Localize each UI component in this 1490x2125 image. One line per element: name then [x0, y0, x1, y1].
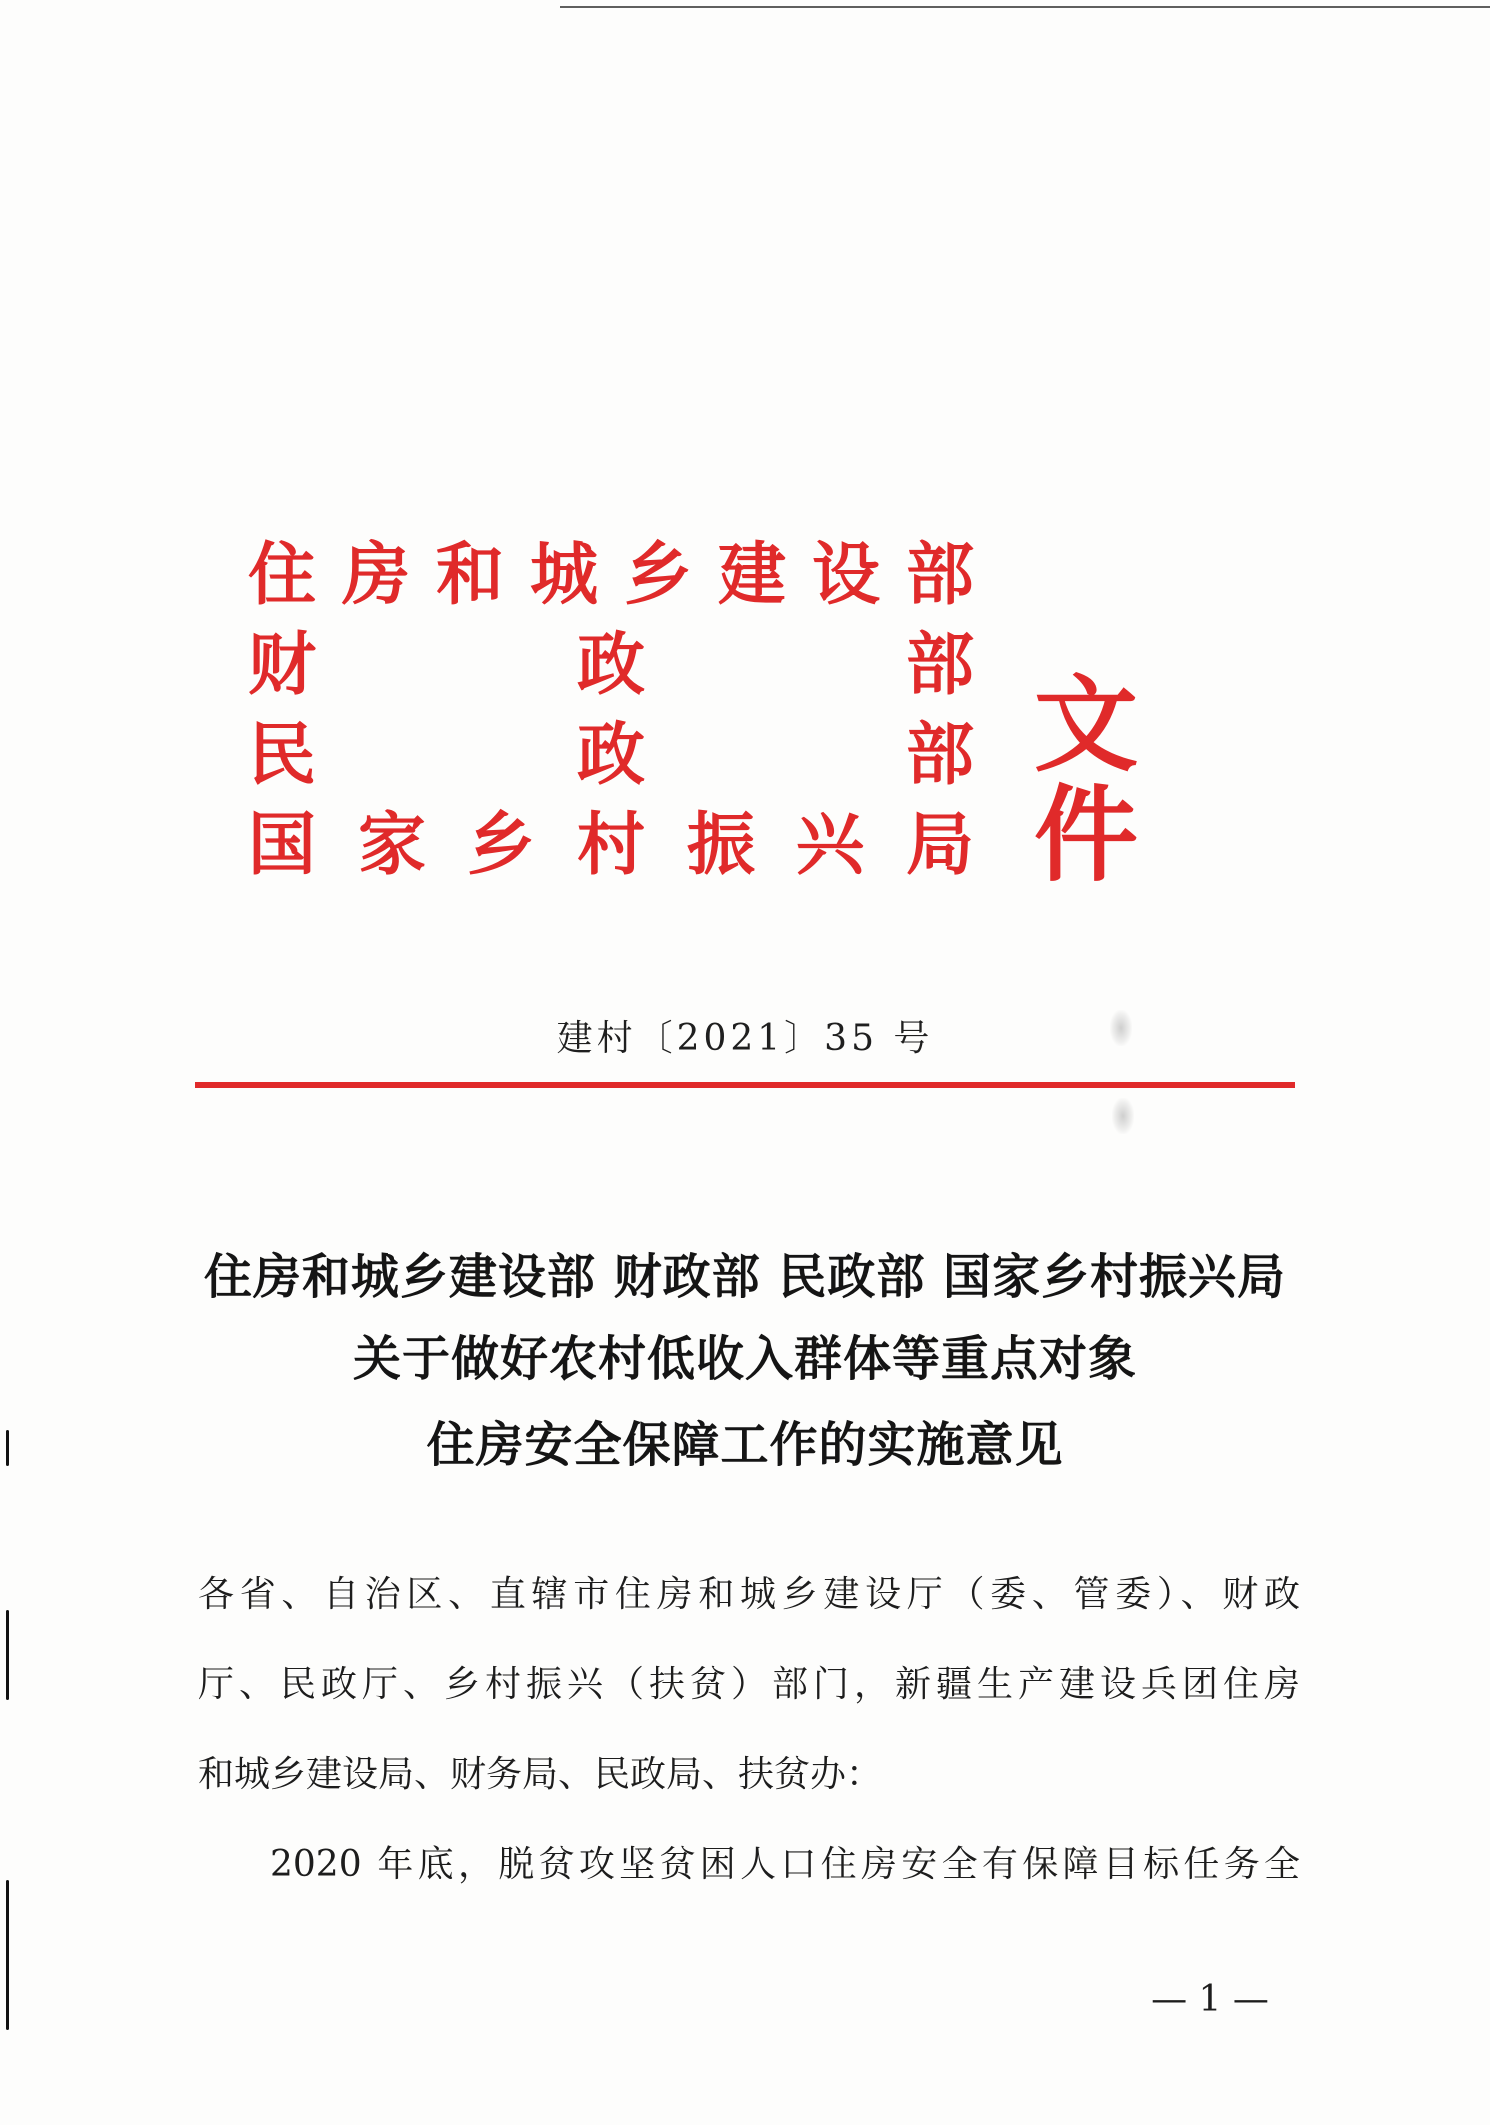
agency-char: 乡 [624, 535, 693, 615]
body-line: 厅、民政厅、乡村振兴（扶贫）部门，新疆生产建设兵团住房 [198, 1664, 1300, 1705]
title-line-1: 住房和城乡建设部 财政部 民政部 国家乡村振兴局 [203, 1249, 1287, 1305]
title-line-2: 关于做好农村低收入群体等重点对象 [352, 1331, 1137, 1387]
stamp-smudge [1112, 1098, 1134, 1134]
agency-char: 政 [577, 715, 646, 795]
agency-char: 设 [812, 535, 881, 615]
agency-row-nrra [248, 800, 998, 890]
agency-row-mohurd [248, 530, 998, 620]
agency-char: 房 [342, 535, 411, 615]
agency-row-mof [248, 620, 998, 710]
agency-char: 城 [530, 535, 599, 615]
document-number: 建村〔2021〕35 号 [556, 1018, 934, 1059]
document-type-label: 文件 [1034, 663, 1145, 896]
agency-char: 财 [248, 625, 317, 705]
agency-char: 村 [577, 805, 646, 885]
stamp-smudge [1110, 1010, 1132, 1046]
agency-char: 部 [906, 535, 975, 615]
issuing-agencies-header [248, 530, 1248, 910]
agency-char: 国 [248, 805, 317, 885]
scan-edge-top [560, 6, 1490, 8]
agency-char: 和 [436, 535, 505, 615]
agency-char: 局 [906, 805, 975, 885]
agency-char: 家 [358, 805, 427, 885]
agency-char: 乡 [467, 805, 536, 885]
body-line: 2020 年底，脱贫攻坚贫困人口住房安全有保障目标任务全 [270, 1844, 1300, 1885]
red-divider-line [195, 1082, 1295, 1088]
agency-char: 建 [718, 535, 787, 615]
agency-char: 住 [248, 535, 317, 615]
body-line: 和城乡建设局、财务局、民政局、扶贫办： [198, 1754, 883, 1795]
agency-row-mca [248, 710, 998, 800]
agency-char: 兴 [796, 805, 865, 885]
agency-char: 民 [248, 715, 317, 795]
title-line-3: 住房安全保障工作的实施意见 [426, 1417, 1064, 1473]
agency-char: 振 [687, 805, 756, 885]
agency-char: 部 [906, 625, 975, 705]
agency-char: 部 [906, 715, 975, 795]
scan-mark [6, 1880, 9, 2030]
page-number: — 1 — [1151, 1979, 1269, 2020]
agency-char: 政 [577, 625, 646, 705]
scan-mark [6, 1610, 9, 1700]
body-line: 各省、自治区、直辖市住房和城乡建设厅（委、管委）、财政 [198, 1574, 1300, 1615]
